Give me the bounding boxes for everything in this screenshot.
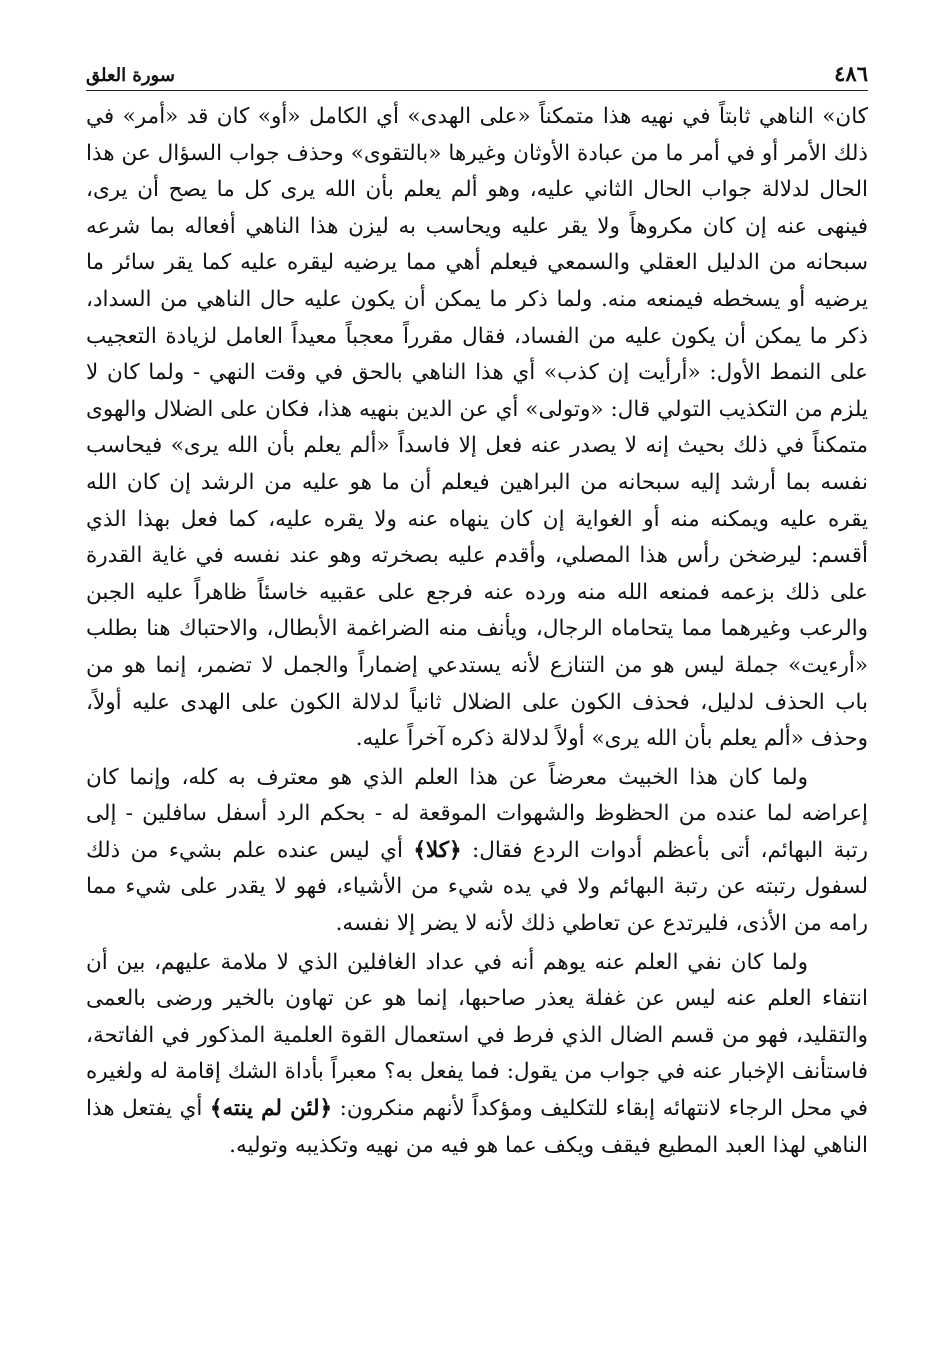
paragraph-text: أي ليس عنده علم بشيء من ذلك لسفول رتبته عن رتبة البهائم ولا في يده شيء من الأشياء، فهو لا يقدر على شيء مما رامه من الأذى، فليرتدع عن تعاطي ذلك لأنه لا يضر إلا نفسه. [86, 837, 868, 937]
paragraph-text: ولما كان هذا الخبيث معرضاً عن هذا العلم الذي هو معترف به كله، وإنما كان إعراضه لما عنده من الحظوظ والشهوات الموقعة له - بحكم الرد أسفل سافلين - إلى رتبة البهائم، أتى بأعظم أدوات الردع فقال: [86, 764, 868, 863]
paragraph-1 [86, 99, 868, 758]
quran-quote: ﴿كلا﴾ [413, 837, 462, 863]
paragraph-text: ولما كان نفي العلم عنه يوهم أنه في عداد الغافلين الذي لا ملامة عليهم، بين أن انتفاء العلم عنه ليس عن غفلة يعذر صاحبها، إنما هو عن تهاون بالخير ورضى بالعمى والتقليد، فهو من قسم الضال الذي فرط في استعمال القوة العلمية المذكور في الفاتحة، فاستأنف الإخبار عنه في جواب من يقول: فما يفعل به؟ معبراً بأداة الشك إقامة له ولغيره في محل الرجاء لانتهائه إبقاء للتكليف ومؤكداً لأنهم منكرون: [86, 949, 869, 1122]
quran-quote: ﴿لئن لم ينته﴾ [209, 1096, 333, 1122]
page-number: ٤٨٦ [834, 61, 868, 86]
paragraph-text: أي يفتعل هذا الناهي لهذا العبد المطيع فيقف ويكف عما هو فيه من نهيه وتكذيبه وتوليه. [86, 1096, 868, 1158]
paragraph-text: كان» الناهي ثابتاً في نهيه هذا متمكناً «على الهدى» أي الكامل «أو» كان قد «أمر» في ذلك الأمر أو في أمر ما من عبادة الأوثان وغيرها «بالتقوى» وحذف جواب السؤال عن هذا الحال لدلالة جواب الحال الثاني عليه، وهو ألم يعلم بأن الله يرى كل ما يصح أن يرى، فينهى عنه إن كان مكروهاً ولا يقر عليه ويحاسب به ليزن هذا الناهي أفعاله بما شرعه سبحانه من الدليل العقلي والسمعي فيعلم أهي مما يرضيه ليقره عليه كما يقر سائر ما يرضيه أو يسخطه فيمنعه منه. ولما ذكر ما يمكن أن يكون عليه حال الناهي من السداد، ذكر ما يمكن أن يكون عليه من الفساد، فقال مقرراً معجباً معيداً العامل لزيادة التعجيب على النمط الأول: «أرأيت إن كذب» أي هذا الناهي بالحق في وقت النهي - ولما كان لا يلزم من التكذيب التولي قال: «وتولى» أي عن الدين بنهيه هذا، فكان على الضلال والهوى متمكناً في ذلك بحيث إنه لا يصدر عنه فعل إلا فاسداً «ألم يعلم بأن الله يرى» فيحاسب نفسه بما أرشد إليه سبحانه من البراهين فيعلم أن ما هو عليه من الرشد إن كان الله يقره عليه ويمكنه منه أو الغواية إن كان ينهاه عنه ولا يقره عليه، كما فعل بهذا الذي أقسم: ليرضخن رأس هذا المصلي، وأقدم عليه بصخرته وهو عند نفسه في غاية القدرة على ذلك بزعمه فمنعه الله منه ورده عنه فرجع على عقبيه خاسئاً ظاهراً عليه الجبن والرعب وغيرهما مما يتحاماه الرجال، ويأنف منه الضراغمة الأبطال، والاحتباك هنا بطلب «أرءيت» جملة ليس هو من التنازع لأنه يستدعي إضماراً والجمل لا تضمر، إنما هو من باب الحذف لدليل، فحذف الكون على الضلال ثانياً لدلالة الكون على الهدى عليه أولاً، وحذف «ألم يعلم بأن الله يرى» أولاً لدلالة ذكره آخراً عليه. [86, 104, 868, 752]
surah-title: سورة العلق [86, 65, 175, 86]
paragraph-3 [86, 945, 868, 1165]
paragraph-2 [86, 760, 868, 943]
page-body [86, 99, 868, 1164]
page-header [86, 56, 868, 91]
